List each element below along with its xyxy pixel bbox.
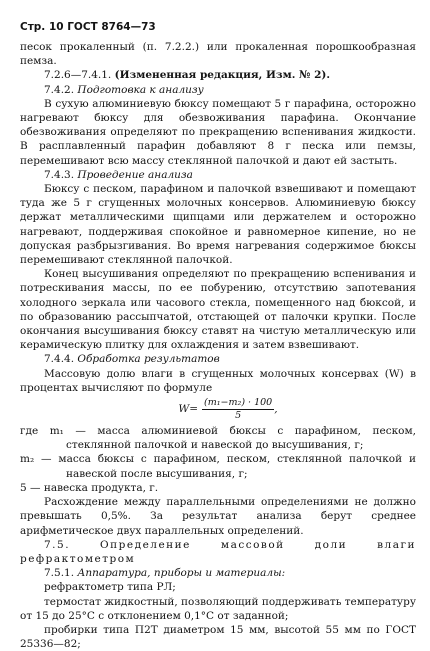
list-item: термостат жидкостный, позволяющий поддерживать температуру от 15 до 25°С с отклонением 0,1°С от заданной; <box>20 595 417 622</box>
paragraph: В сухую алюминиевую бюксу помещают 5 г парафина, осторожно нагревают бюксу для обезвоживания парафина. Окончание обезвоживания определяют по прекращению вспенивания жидкости. В расплавленный парафин добавляют 8 г песка или пемзы, перемешивают всю массу стеклянной палочкой и дают ей застыть. <box>20 97 416 167</box>
section-title: Проведение анализа <box>77 168 193 181</box>
section-heading <box>20 83 416 97</box>
formula-lhs: W= <box>178 403 199 416</box>
paragraph: Массовую долю влаги в сгущенных молочных консервах (W) в процентах вычисляют по формуле <box>20 367 416 394</box>
list-item: пробирки типа П2Т диаметром 15 мм, высотой 55 мм по ГОСТ 25336—82; <box>20 623 416 651</box>
section-heading <box>20 68 416 82</box>
section-number: 7.4.3. <box>44 168 75 181</box>
moisture-formula <box>40 397 416 422</box>
document-body <box>20 40 416 651</box>
paragraph: песок прокаленный (п. 7.2.2.) или прокаленная порошкообразная пемза. <box>20 41 416 68</box>
section-heading <box>20 168 416 182</box>
paragraph: Конец высушивания определяют по прекращению вспенивания и потрескивания массы, по ее побурению, отсутствию запотевания холодного зеркала или часового стекла, помещенного над бюксой, и по образованию рассыпчатой, отстающей от палочки крупки. После окончания высушивания бюксу ставят на чистую металлическую или керамическую плитку для охлаждения и затем взвешивают. <box>20 268 416 352</box>
section-title: Обработка результатов <box>77 353 220 366</box>
section-number: 7.5.1. <box>44 567 75 580</box>
formula-denominator: 5 <box>235 410 242 422</box>
section-heading: 7.5. Определение массовой доли влаги рефрактометром <box>20 538 416 565</box>
section-title: Аппаратура, приборы и материалы: <box>77 567 286 580</box>
definition-sample: 5 — навеска продукта, г. <box>20 481 159 494</box>
formula-numerator: (m₁−m₂) · 100 <box>204 397 273 409</box>
section-heading <box>20 352 416 366</box>
amendment-note: (Измененная редакция, Изм. № 2). <box>114 69 331 82</box>
page-header: Стр. 10 ГОСТ 8764—73 <box>20 21 156 33</box>
list-item: рефрактометр типа РЛ; <box>44 581 176 594</box>
section-title: Подготовка к анализу <box>77 83 204 96</box>
section-heading <box>20 566 416 580</box>
formula-end: , <box>274 403 278 416</box>
section-number: 7.4.2. <box>44 83 75 96</box>
paragraph: Расхождение между параллельными определениями не должно превышать 0,5%. За результат анализа берут среднее арифметическое двух параллельных определений. <box>20 496 416 537</box>
paragraph: Бюксу с песком, парафином и палочкой взвешивают и помещают туда же 5 г сгущенных молочных консервов. Алюминиевую бюксу держат металлическими щипцами или держателем и осторожно нагревают, поддерживая спокойное и равномерное кипение, но не допуская разбрызгивания. Во время нагревания содержимое бюксы перемешивают стеклянной палочкой. <box>20 183 416 267</box>
definition-m2: m₂ — масса бюксы с парафином, песком, стеклянной палочкой и навеской после высушивания, г; <box>20 453 416 480</box>
section-number: 7.4.4. <box>44 353 75 366</box>
section-number: 7.2.6—7.4.1. <box>44 69 112 82</box>
definition-m1: где m₁ — масса алюминиевой бюксы с парафином, песком, стеклянной палочкой и навеской до высушивания, г; <box>20 425 416 452</box>
formula-fraction <box>202 397 274 422</box>
